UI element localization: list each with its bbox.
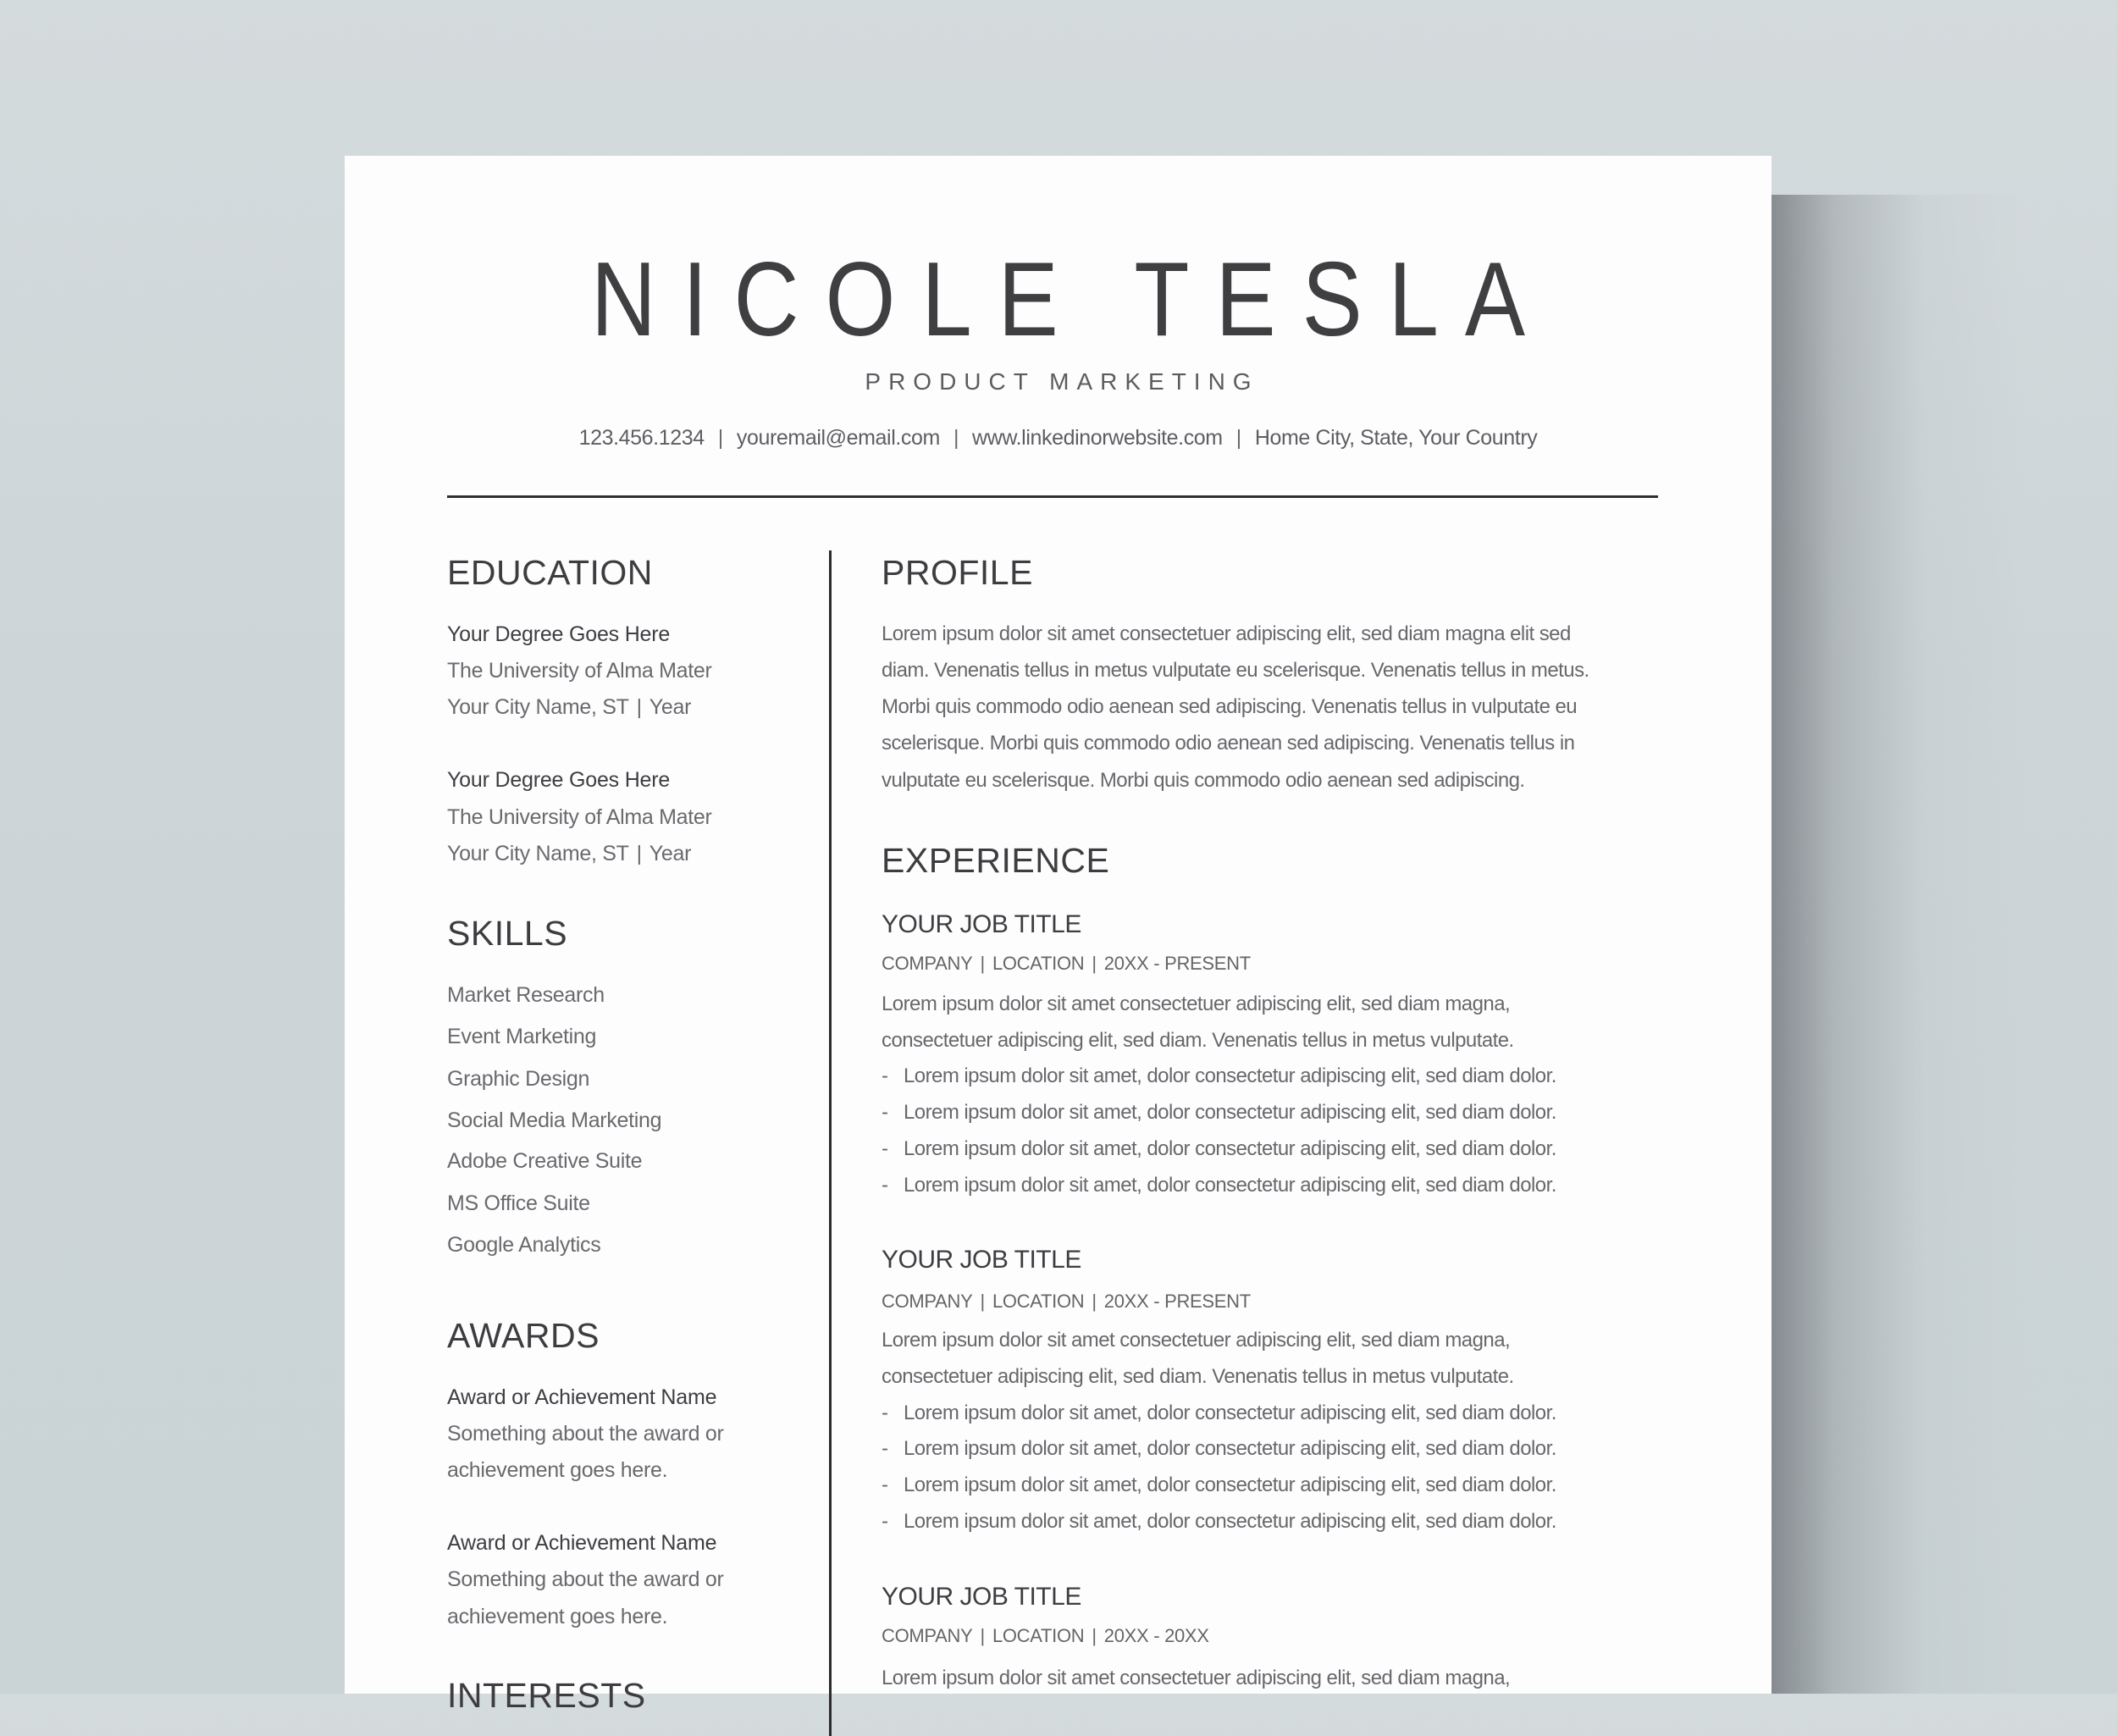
job-desc: Lorem ipsum dolor sit amet consectetuer adipiscing elit, sed diam magna, (882, 992, 1511, 1015)
job-dates: 20XX - PRESENT (1103, 953, 1251, 974)
profile-line: vulputate eu scelerisque. Morbi quis commodo odio aenean sed adipiscing. (882, 769, 1525, 792)
education-city: Your City Name, ST (447, 842, 629, 865)
job-desc: Lorem ipsum dolor sit amet consectetuer adipiscing elit, sed diam magna, (882, 1329, 1511, 1352)
education-school: The University of Alma Mater (447, 805, 712, 829)
separator: | (636, 695, 642, 719)
job-company: COMPANY (882, 953, 973, 974)
dash-bullet-icon: - (882, 1473, 888, 1496)
education-year: Year (649, 842, 692, 865)
job-bullet (882, 1436, 1556, 1462)
education-year: Year (649, 695, 692, 719)
job-bullet (882, 1401, 1556, 1426)
job-title: YOUR JOB TITLE (882, 910, 1081, 938)
bullet-text: Lorem ipsum dolor sit amet, dolor consectetur adipiscing elit, sed diam dolor. (904, 1473, 1556, 1496)
education-city: Your City Name, ST (447, 695, 629, 719)
education-school: The University of Alma Mater (447, 659, 712, 683)
separator: | (1092, 1291, 1097, 1312)
job-bullet (882, 1509, 1556, 1534)
experience-heading: EXPERIENCE (882, 841, 1110, 880)
contact-location: Home City, State, Your Country (1254, 426, 1538, 450)
job-desc: consectetuer adipiscing elit, sed diam. Venenatis tellus in metus vulputate. (882, 1029, 1514, 1052)
separator: | (1092, 1625, 1097, 1646)
dash-bullet-icon: - (882, 1101, 888, 1124)
bullet-text: Lorem ipsum dolor sit amet, dolor consectetur adipiscing elit, sed diam dolor. (904, 1137, 1556, 1160)
profile-line: scelerisque. Morbi quis commodo odio aenean sed adipiscing. Venenatis tellus in (882, 732, 1575, 755)
job-bullet (882, 1173, 1556, 1198)
education-city-year (447, 841, 691, 866)
dash-bullet-icon: - (882, 1174, 888, 1197)
job-location: LOCATION (992, 1625, 1085, 1646)
award-desc: achievement goes here. (447, 1605, 668, 1628)
bullet-text: Lorem ipsum dolor sit amet, dolor consectetur adipiscing elit, sed diam dolor. (904, 1510, 1556, 1533)
column-divider (829, 550, 832, 1736)
job-bullet (882, 1064, 1556, 1089)
job-meta (882, 1625, 1209, 1647)
job-meta (882, 953, 1251, 975)
profile-heading: PROFILE (882, 553, 1033, 592)
award-desc: Something about the award or (447, 1422, 724, 1446)
job-bullet (882, 1100, 1556, 1125)
education-degree: Your Degree Goes Here (447, 622, 671, 646)
separator: | (980, 1291, 985, 1312)
bullet-text: Lorem ipsum dolor sit amet, dolor consectetur adipiscing elit, sed diam dolor. (904, 1064, 1556, 1087)
education-heading: EDUCATION (447, 553, 653, 592)
separator: | (980, 1625, 985, 1646)
separator: | (636, 842, 642, 865)
job-location: LOCATION (992, 1291, 1085, 1312)
skill-item: Graphic Design (447, 1067, 590, 1091)
bullet-text: Lorem ipsum dolor sit amet, dolor consectetur adipiscing elit, sed diam dolor. (904, 1101, 1556, 1124)
job-bullet (882, 1136, 1556, 1162)
job-company: COMPANY (882, 1291, 973, 1312)
header-rule (447, 495, 1658, 498)
job-dates: 20XX - 20XX (1103, 1625, 1209, 1646)
bullet-text: Lorem ipsum dolor sit amet, dolor consectetur adipiscing elit, sed diam dolor. (904, 1174, 1556, 1197)
interests-heading: INTERESTS (447, 1676, 646, 1715)
contact-separator: | (1235, 426, 1241, 450)
contact-separator: | (953, 426, 959, 450)
job-title: YOUR JOB TITLE (882, 1583, 1081, 1611)
skill-item: Event Marketing (447, 1025, 597, 1048)
awards-heading: AWARDS (447, 1316, 600, 1355)
separator: | (1092, 953, 1097, 974)
profile-line: Lorem ipsum dolor sit amet consectetuer adipiscing elit, sed diam magna elit sed (882, 622, 1571, 645)
job-title: YOUR JOB TITLE (882, 1246, 1081, 1274)
bullet-text: Lorem ipsum dolor sit amet, dolor consectetur adipiscing elit, sed diam dolor. (904, 1437, 1556, 1460)
skill-item: Google Analytics (447, 1233, 601, 1257)
dash-bullet-icon: - (882, 1437, 888, 1460)
job-dates: 20XX - PRESENT (1103, 1291, 1251, 1312)
bullet-text: Lorem ipsum dolor sit amet, dolor consectetur adipiscing elit, sed diam dolor. (904, 1402, 1556, 1424)
dash-bullet-icon: - (882, 1137, 888, 1160)
education-city-year (447, 694, 691, 720)
profile-line: Morbi quis commodo odio aenean sed adipiscing. Venenatis tellus in vulputate eu (882, 695, 1578, 718)
separator: | (980, 953, 985, 974)
skill-item: Adobe Creative Suite (447, 1149, 643, 1173)
job-meta (882, 1291, 1251, 1313)
page-shadow (1772, 195, 2026, 1694)
job-desc: Lorem ipsum dolor sit amet consectetuer adipiscing elit, sed diam magna, (882, 1667, 1511, 1689)
skill-item: Social Media Marketing (447, 1108, 662, 1132)
award-desc: Something about the award or (447, 1567, 724, 1591)
dash-bullet-icon: - (882, 1064, 888, 1087)
skills-heading: SKILLS (447, 914, 568, 953)
award-name: Award or Achievement Name (447, 1385, 717, 1409)
job-bullet (882, 1473, 1556, 1498)
job-location: LOCATION (992, 953, 1085, 974)
resume-name: NICOLE TESLA (590, 241, 1552, 358)
education-degree: Your Degree Goes Here (447, 768, 671, 792)
dash-bullet-icon: - (882, 1510, 888, 1533)
contact-website: www.linkedinorwebsite.com (972, 426, 1223, 450)
award-desc: achievement goes here. (447, 1458, 668, 1482)
contact-line (345, 425, 1772, 451)
contact-phone: 123.456.1234 (578, 426, 705, 450)
contact-separator: | (717, 426, 723, 450)
job-desc: consectetuer adipiscing elit, sed diam. Venenatis tellus in metus vulputate. (882, 1365, 1514, 1388)
skill-item: MS Office Suite (447, 1191, 590, 1215)
profile-line: diam. Venenatis tellus in metus vulputate eu scelerisque. Venenatis tellus in metus. (882, 659, 1589, 682)
award-name: Award or Achievement Name (447, 1531, 717, 1555)
job-company: COMPANY (882, 1625, 973, 1646)
dash-bullet-icon: - (882, 1402, 888, 1424)
skill-item: Market Research (447, 983, 605, 1007)
contact-email: youremail@email.com (736, 426, 940, 450)
resume-title: PRODUCT MARKETING (865, 368, 1259, 395)
resume-page (345, 156, 1772, 1715)
